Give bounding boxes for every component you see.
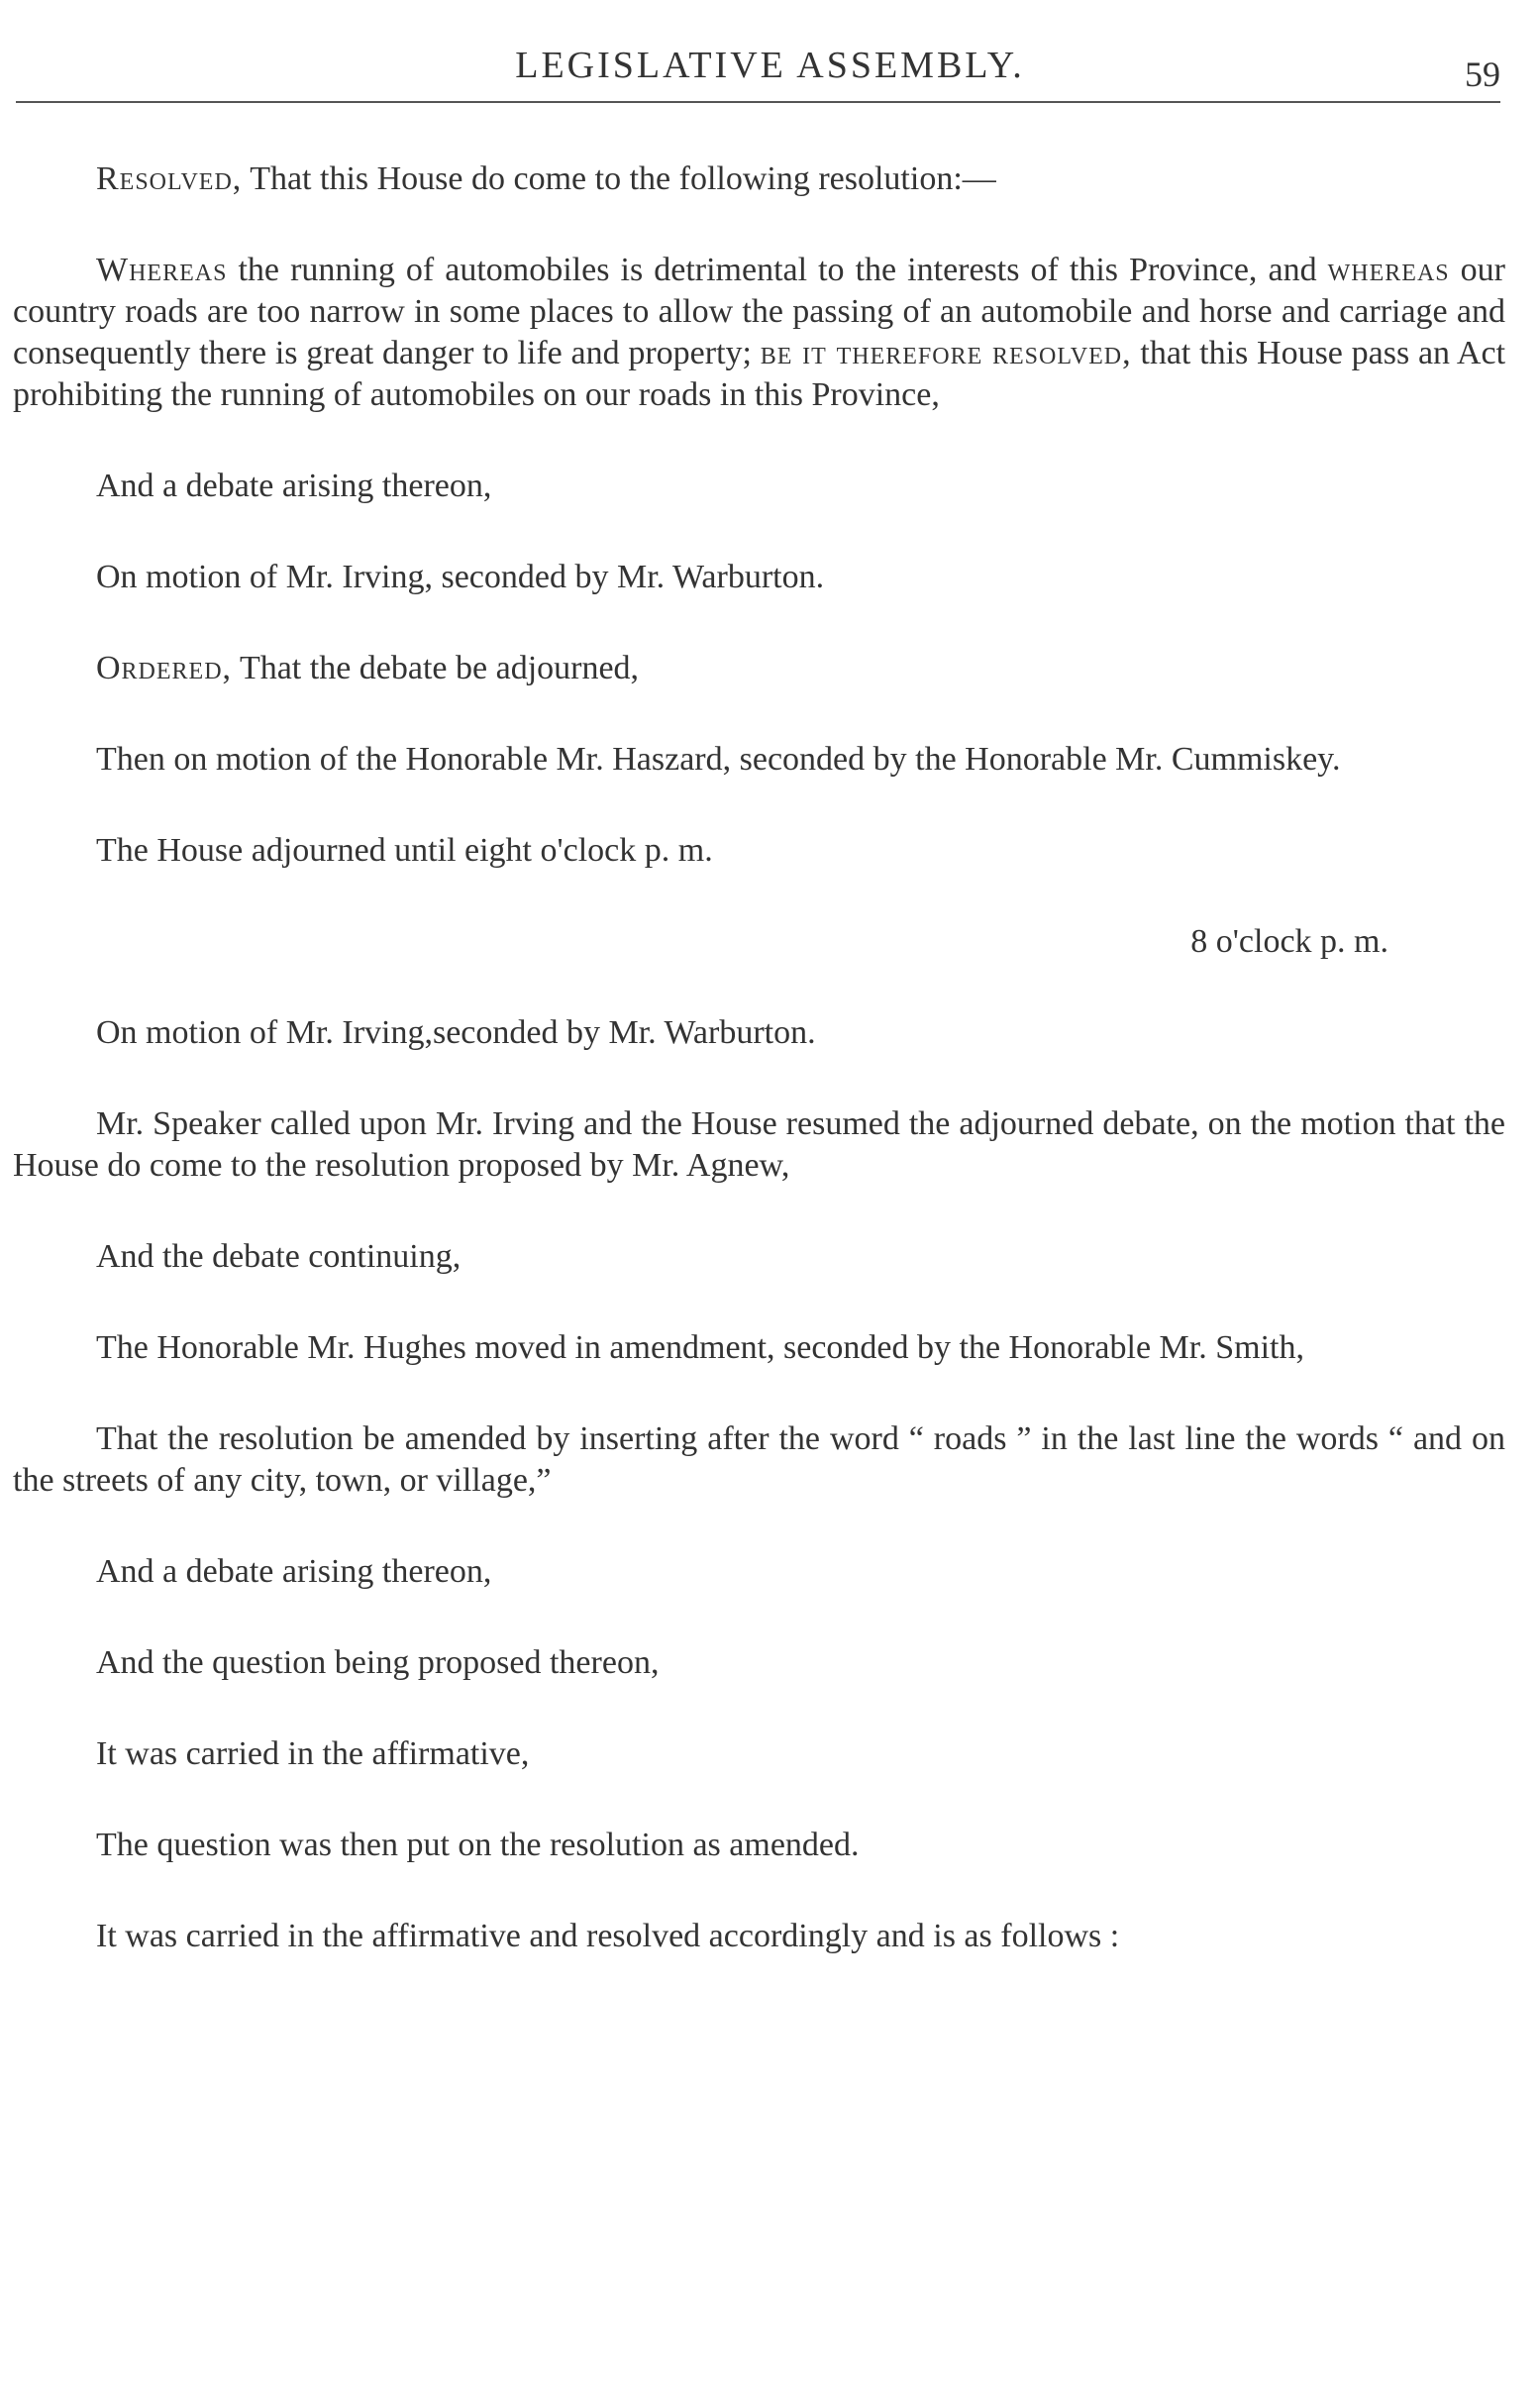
whereas-text-b: our country roads are too narrow in some places to allow the passing of an automobile and horse and carriage and consequently there is great danger to life and property; (13, 252, 1505, 371)
ordered-text: That the debate be adjourned, (232, 650, 640, 686)
evening-motion-paragraph: On motion of Mr. Irving,seconded by Mr. Warburton. (96, 1014, 816, 1051)
header-rule (16, 101, 1500, 103)
whereas-text-a: the running of automobiles is detrimental to the interests of this Province, and (227, 252, 1328, 288)
question-put-paragraph: The question was then put on the resolution as amended. (96, 1827, 860, 1863)
whereas-text-c: that this House pass an Act prohibiting the running of automobiles on our roads in this Province, (13, 335, 1506, 413)
adjourn-motion-paragraph: Then on motion of the Honorable Mr. Haszard, seconded by the Honorable Mr. Cummiskey. (96, 741, 1341, 778)
question-proposed-paragraph: And the question being proposed thereon, (96, 1644, 660, 1681)
resolved-lead: Resolved, (96, 160, 243, 197)
whereas-paragraph (13, 250, 1505, 416)
amendment-motion-paragraph: The Honorable Mr. Hughes moved in amendment, seconded by the Honorable Mr. Smith, (96, 1329, 1304, 1366)
debate-arising-paragraph: And a debate arising thereon, (96, 468, 492, 504)
resolution-intro-paragraph (13, 158, 1505, 200)
second-debate-paragraph: And a debate arising thereon, (96, 1553, 492, 1590)
whereas-second: whereas (1327, 252, 1450, 288)
amendment-text-paragraph: That the resolution be amended by inserting after the word “ roads ” in the last line the words “ and on the streets of any city, town, or village,” (13, 1420, 1505, 1499)
motion-paragraph: On motion of Mr. Irving, seconded by Mr. Warburton. (96, 559, 825, 595)
document-body (13, 158, 1505, 2007)
debate-continuing-paragraph: And the debate continuing, (96, 1238, 462, 1275)
ordered-lead: Ordered, (96, 650, 233, 686)
speaker-paragraph: Mr. Speaker called upon Mr. Irving and the House resumed the adjourned debate, on the motion that the House do come to the resolution proposed by Mr. Agnew, (13, 1105, 1505, 1184)
carried-paragraph: It was carried in the affirmative, (96, 1735, 530, 1772)
page-header (0, 38, 1540, 107)
house-adjourned-paragraph: The House adjourned until eight o'clock p. m. (96, 832, 713, 869)
be-it-resolved: be it therefore resolved, (760, 335, 1132, 371)
whereas-lead: Whereas (96, 252, 228, 288)
ordered-paragraph (13, 648, 1505, 689)
time-heading: 8 o'clock p. m. (1190, 923, 1388, 960)
page-number: 59 (1465, 54, 1500, 94)
page-title: LEGISLATIVE ASSEMBLY. (515, 45, 1025, 86)
resolution-intro-text: That this House do come to the following resolution:— (242, 160, 996, 197)
resolved-accordingly-paragraph: It was carried in the affirmative and resolved accordingly and is as follows : (96, 1918, 1120, 1954)
